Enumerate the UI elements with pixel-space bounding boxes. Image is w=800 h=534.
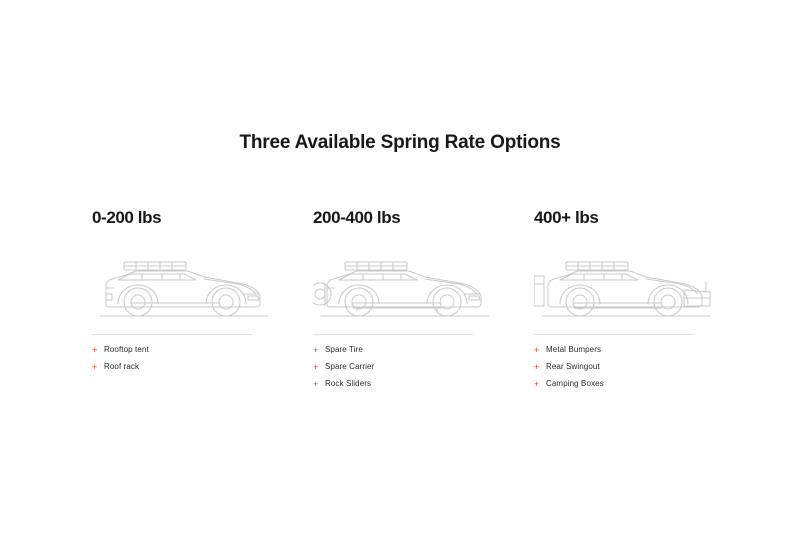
- divider: [534, 334, 694, 335]
- feature-label: Rear Swingout: [546, 362, 600, 371]
- option-heading: 400+ lbs: [534, 208, 599, 227]
- plus-icon: +: [534, 379, 540, 389]
- list-item: [534, 345, 722, 355]
- plus-icon: +: [313, 362, 319, 372]
- feature-label: Rock Sliders: [325, 379, 372, 388]
- divider: [313, 334, 473, 335]
- suv-side-view-icon: [92, 242, 280, 328]
- list-item: [313, 379, 501, 389]
- feature-label: Rooftop tent: [104, 345, 149, 354]
- list-item: [313, 345, 501, 355]
- feature-label: Metal Bumpers: [546, 345, 602, 354]
- suv-side-view-icon: [313, 242, 501, 328]
- spring-rate-option-0: [92, 208, 280, 396]
- plus-icon: +: [92, 362, 98, 372]
- list-item: [313, 362, 501, 372]
- feature-label: Camping Boxes: [546, 379, 604, 388]
- plus-icon: +: [92, 345, 98, 355]
- page-title: Three Available Spring Rate Options: [239, 132, 561, 153]
- list-item: [534, 362, 722, 372]
- feature-list: [534, 345, 722, 389]
- plus-icon: +: [313, 379, 319, 389]
- option-heading: 0-200 lbs: [92, 208, 162, 227]
- spring-rate-columns: [92, 208, 722, 396]
- feature-label: Spare Tire: [325, 345, 363, 354]
- list-item: [534, 379, 722, 389]
- plus-icon: +: [313, 345, 319, 355]
- suv-side-view-icon: [534, 242, 722, 328]
- feature-label: Roof rack: [104, 362, 140, 371]
- option-heading: 200-400 lbs: [313, 208, 401, 227]
- plus-icon: +: [534, 345, 540, 355]
- list-item: [92, 345, 280, 355]
- plus-icon: +: [534, 362, 540, 372]
- feature-list: [92, 345, 280, 372]
- feature-list: [313, 345, 501, 389]
- feature-label: Spare Carrier: [325, 362, 375, 371]
- spring-rate-option-2: [534, 208, 722, 396]
- list-item: [92, 362, 280, 372]
- spring-rate-option-1: [313, 208, 501, 396]
- divider: [92, 334, 252, 335]
